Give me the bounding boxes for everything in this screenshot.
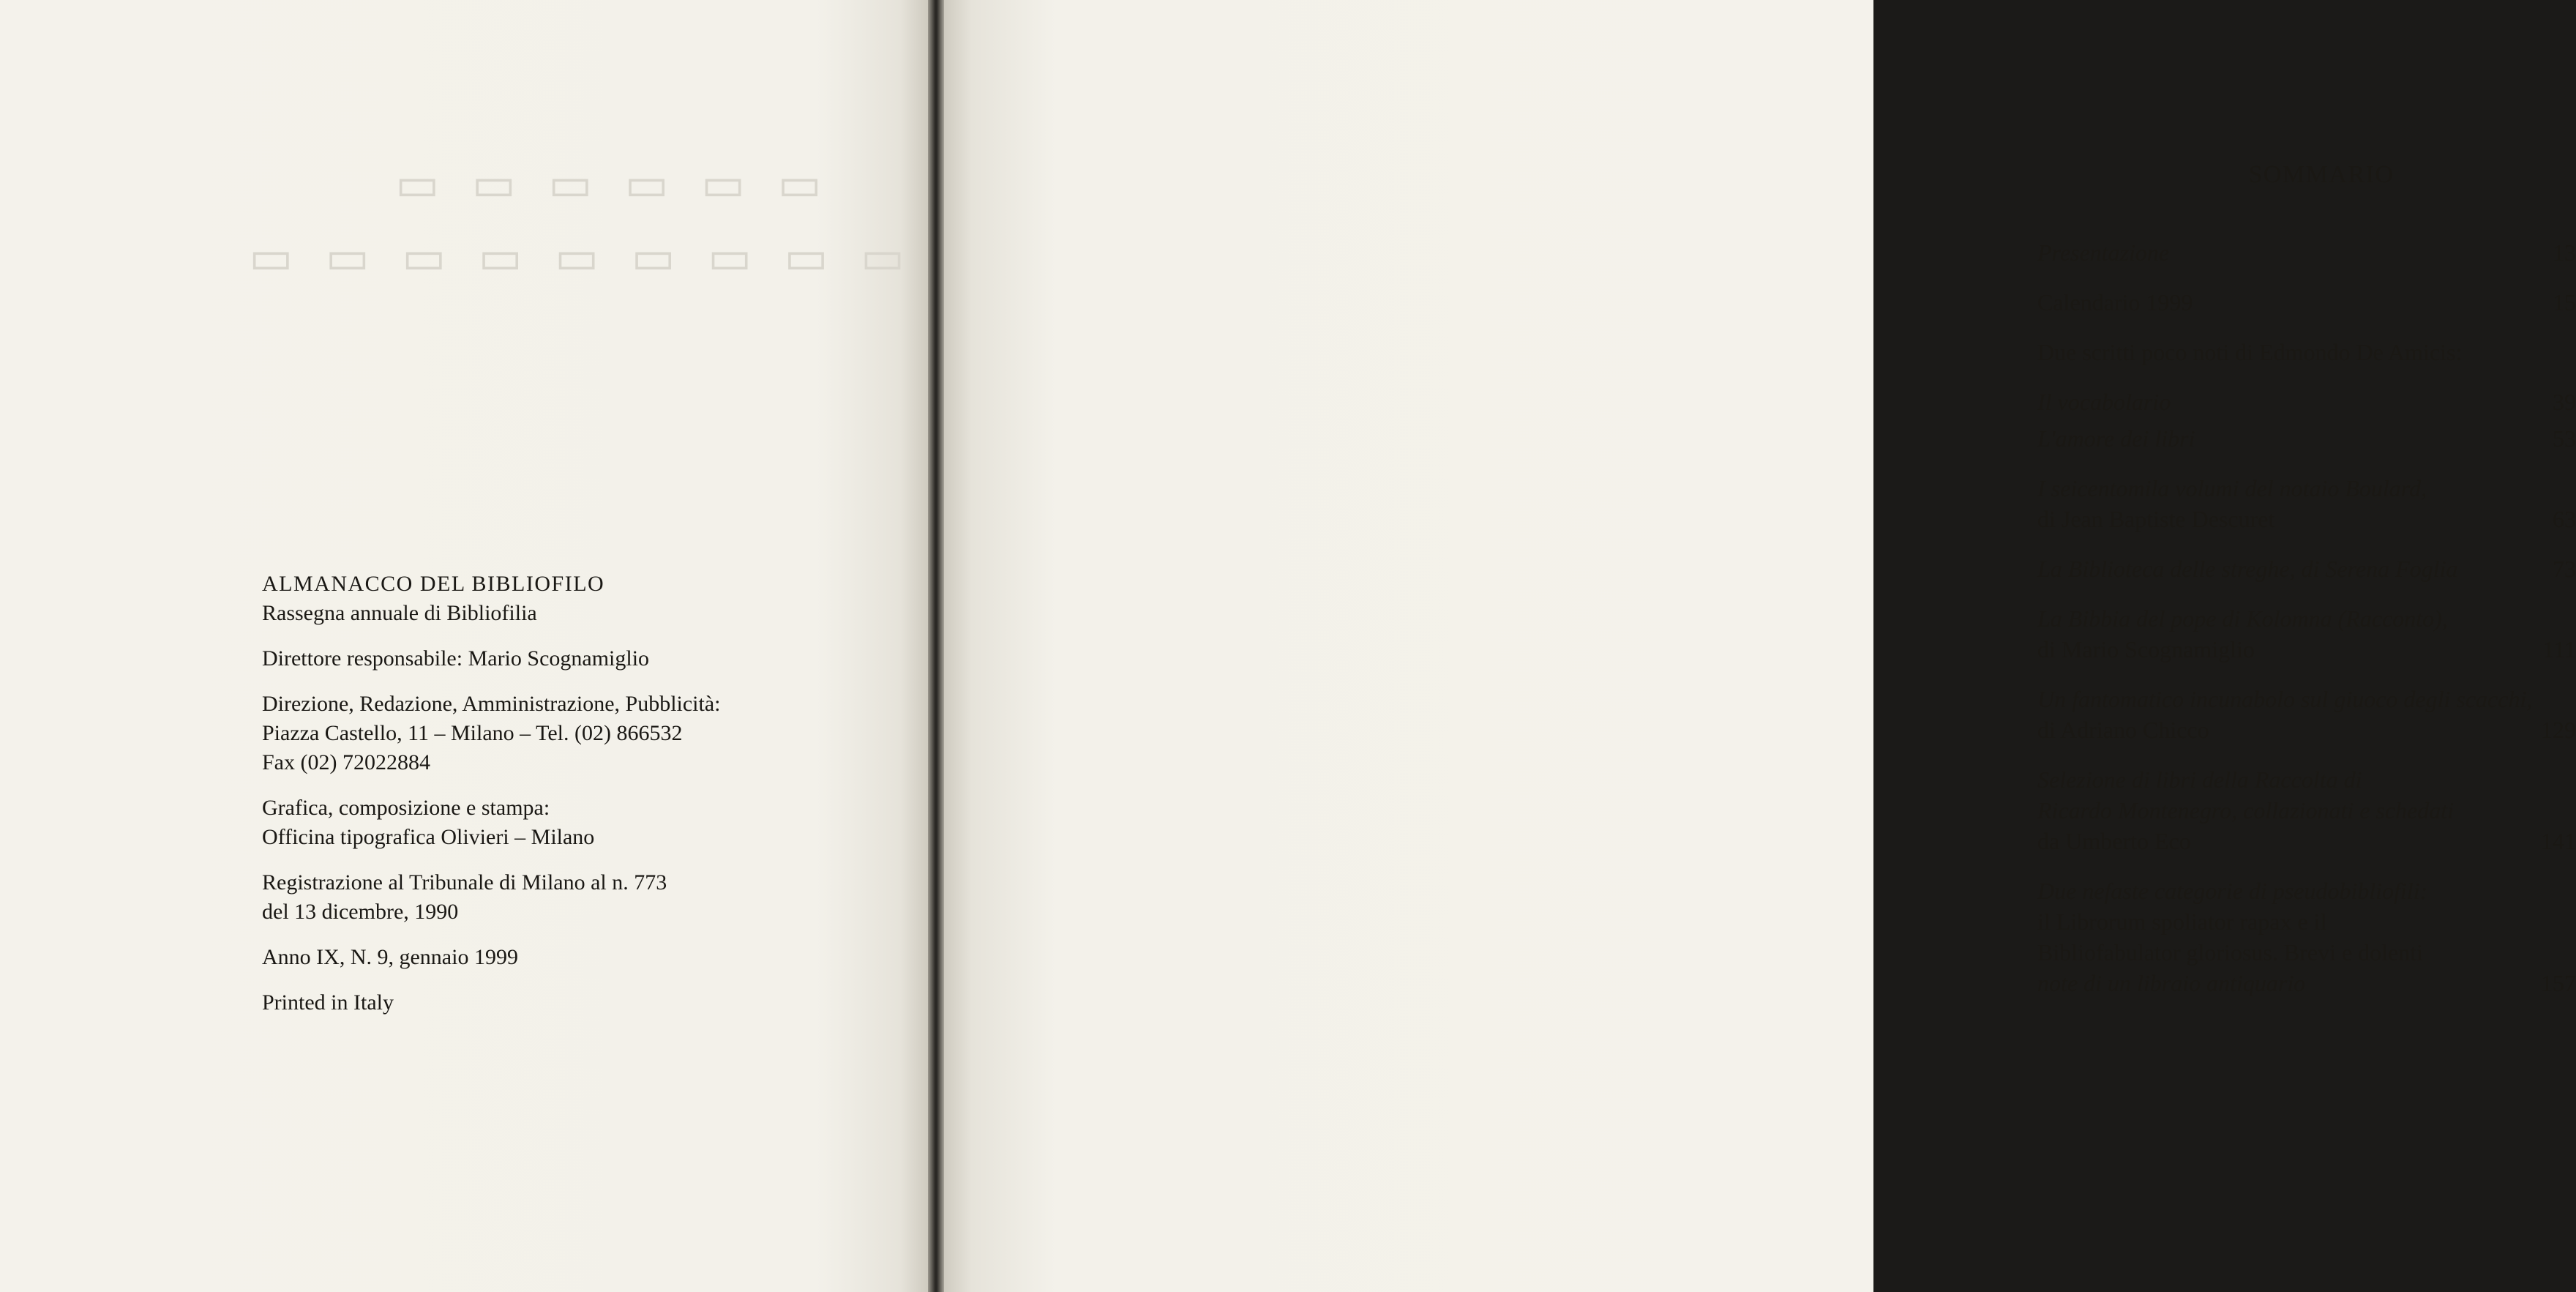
toc-entry-author: di Adriano Chicco bbox=[2037, 717, 2209, 743]
toc-page-number: 39 bbox=[2553, 389, 2576, 415]
editor-line: Direttore responsabile: Mario Scognamiglio bbox=[262, 646, 650, 671]
toc-page-number: 129 bbox=[2541, 717, 2576, 743]
toc-page-number: 141 bbox=[2541, 828, 2576, 854]
issue-line: Anno IX, N. 9, gennaio 1999 bbox=[262, 945, 518, 969]
toc-page-number: 63 bbox=[2553, 506, 2576, 532]
toc-entry-title: il Librorum spoliator rapax e il bbox=[2037, 908, 2327, 935]
printer-name: Officina tipografica Olivieri – Milano bbox=[262, 825, 595, 849]
toc-entry-title: Due nefaste categorie di pseudobibliofili: bbox=[2037, 878, 2428, 904]
table-of-contents bbox=[2037, 160, 2576, 1017]
printed-in-line: Printed in Italy bbox=[262, 990, 394, 1015]
colophon-block bbox=[262, 644, 789, 673]
book-gutter bbox=[928, 0, 944, 1292]
almanac-title: ALMANACCO DEL BIBLIOFILO bbox=[262, 572, 605, 596]
almanac-subtitle: Rassegna annuale di Bibliofilia bbox=[262, 601, 537, 625]
toc-page-number: 13 bbox=[2553, 239, 2576, 266]
toc-entry bbox=[2037, 237, 2576, 268]
toc-entry bbox=[2037, 387, 2576, 417]
toc-entry bbox=[2037, 684, 2576, 745]
toc-entry bbox=[2037, 603, 2576, 665]
toc-entry bbox=[2037, 764, 2576, 856]
toc-page-number: 157 bbox=[2541, 970, 2576, 996]
show-through-decoration: ▭ ▭ ▭ ▭ ▭ ▭ bbox=[395, 158, 832, 210]
toc-entry bbox=[2037, 423, 2576, 454]
toc-entry bbox=[2037, 473, 2576, 534]
toc-entry-title: Bibliofabulator gloriosus. Brevi e dolenti bbox=[2037, 939, 2424, 966]
toc-page-number: 73 bbox=[2553, 556, 2576, 582]
toc-entry-title: Il vocabolario bbox=[2037, 389, 2171, 415]
colophon bbox=[262, 570, 789, 1034]
right-page bbox=[944, 0, 2576, 1292]
toc-entry bbox=[2037, 553, 2576, 584]
toc-entry-title: Ricardo Montenegro, collazionati e schedati bbox=[2037, 797, 2455, 824]
registration-line: Registrazione al Tribunale di Milano al n. 773 bbox=[262, 870, 667, 895]
toc-section-heading: Due scritti poco noti di Edmondo De Amicis: bbox=[2037, 339, 2463, 365]
toc-page-number: 53 bbox=[2553, 425, 2576, 452]
toc-entry-title: La Bibbia del pope di Kolomna (Racconto), bbox=[2037, 605, 2448, 632]
toc-entry-title: L'amore dei libri bbox=[2037, 425, 2195, 452]
colophon-block bbox=[262, 988, 789, 1017]
toc-entry bbox=[2037, 287, 2576, 318]
colophon-block bbox=[262, 868, 789, 927]
toc-entry bbox=[2037, 337, 2576, 367]
office-heading: Direzione, Redazione, Amministrazione, Pubblicità: bbox=[262, 692, 721, 716]
toc-entry-title: La Biblioteca delle streghe, di Serena Foglia bbox=[2037, 556, 2458, 582]
colophon-block bbox=[262, 570, 789, 628]
colophon-block bbox=[262, 794, 789, 852]
toc-entry-title: Un fantomatico incunabolo sul giuoco degli scacchi, bbox=[2037, 686, 2533, 712]
toc-entry-title: Presentazione bbox=[2037, 239, 2170, 266]
left-page bbox=[0, 0, 928, 1292]
toc-entry-author: da Umberto Eco bbox=[2037, 828, 2191, 854]
printer-heading: Grafica, composizione e stampa: bbox=[262, 796, 550, 820]
toc-entry-title: Calendario 1999 bbox=[2037, 289, 2193, 315]
show-through-decoration: ▭ ▭ ▭ ▭ ▭ ▭ ▭ ▭ ▭ bbox=[249, 231, 916, 283]
registration-date: del 13 dicembre, 1990 bbox=[262, 900, 459, 924]
toc-page-number: 111 bbox=[2542, 636, 2576, 662]
toc-entry-title: note di un libraio antiquario bbox=[2037, 970, 2306, 996]
toc-entry-title: I seicentomila volumi del notaio Boulard, bbox=[2037, 475, 2427, 501]
office-address: Piazza Castello, 11 – Milano – Tel. (02) 866532 bbox=[262, 721, 683, 745]
toc-entry-author: di Jean Baptiste Descuret bbox=[2037, 506, 2275, 532]
toc-entry-author: di Mario Scognamiglio bbox=[2037, 636, 2255, 662]
colophon-block bbox=[262, 690, 789, 777]
colophon-block bbox=[262, 943, 789, 972]
toc-entry-title: Selezione di libri della Raccolta di bbox=[2037, 766, 2362, 793]
toc-heading: SOMMARIO bbox=[2248, 161, 2395, 188]
toc-entry bbox=[2037, 875, 2576, 998]
office-fax: Fax (02) 72022884 bbox=[262, 750, 430, 774]
toc-page-number: 15 bbox=[2553, 289, 2576, 315]
